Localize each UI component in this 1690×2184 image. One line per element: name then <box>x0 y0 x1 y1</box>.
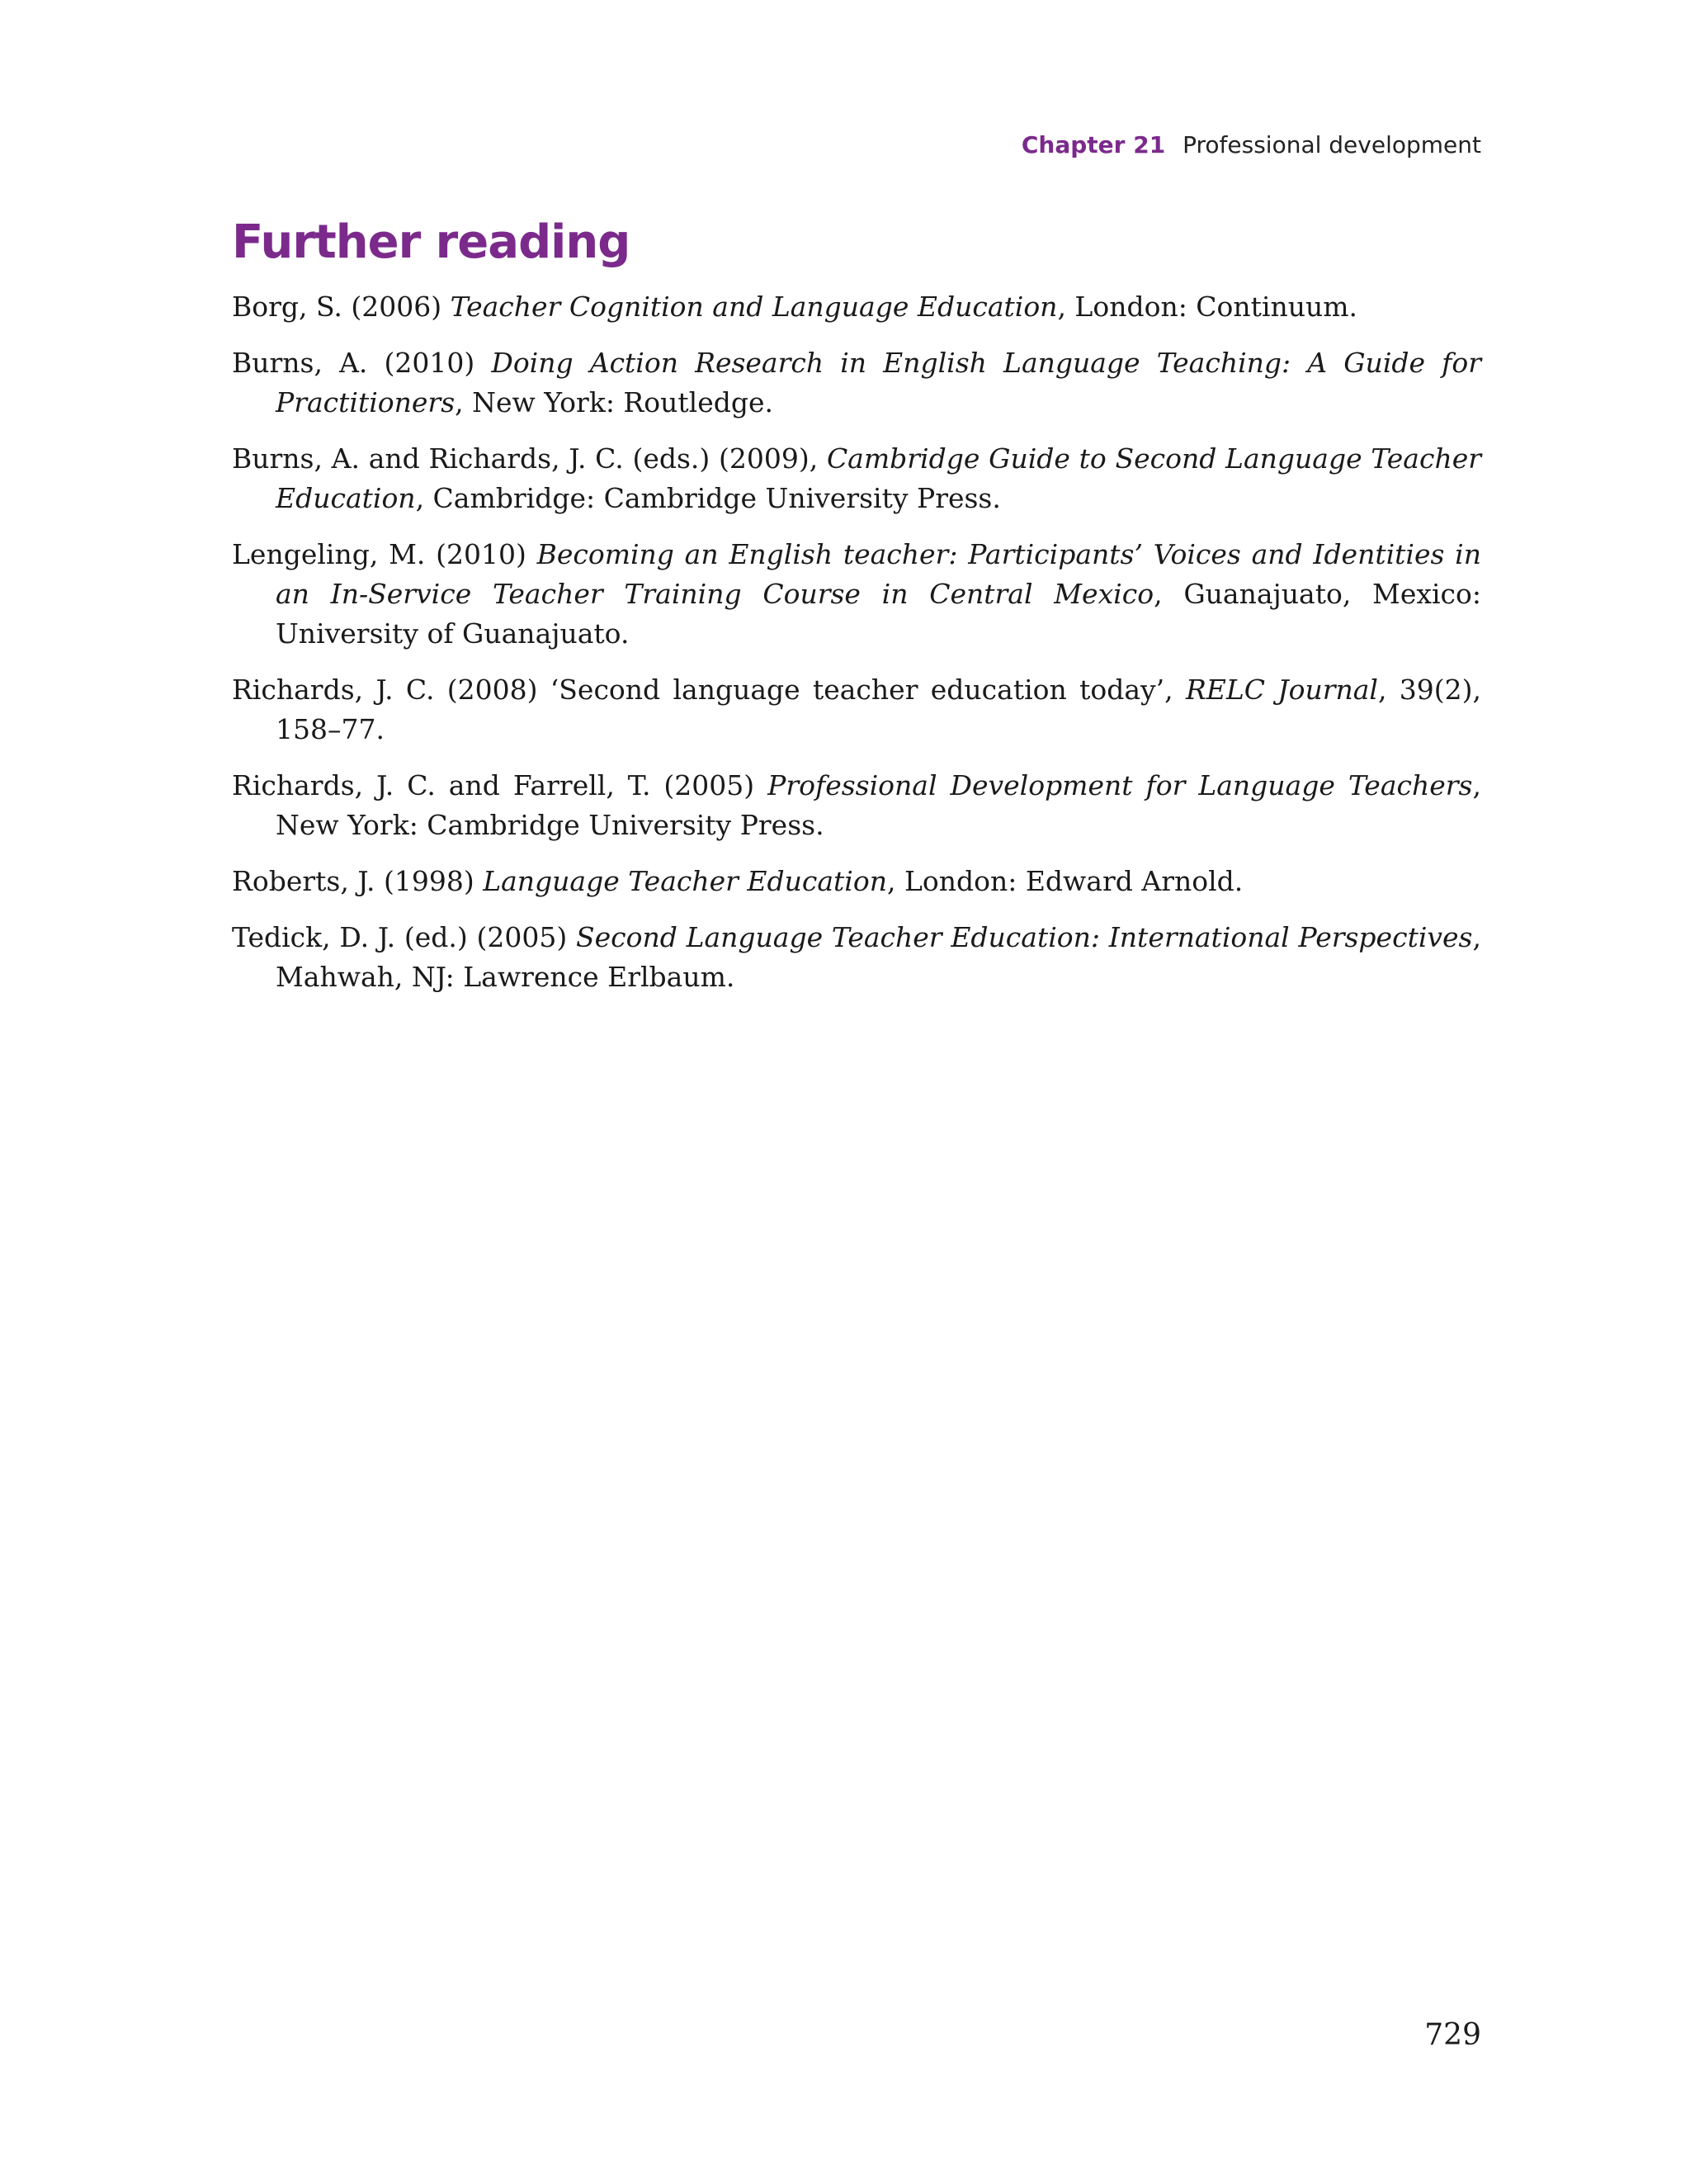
reference-item <box>232 535 1481 654</box>
reference-title: Cambridge Guide to Second Language Teacher Education <box>276 442 1482 514</box>
reference-tail: , London: Continuum. <box>1057 291 1358 323</box>
reference-title: Professional Development for Language Teachers <box>767 769 1473 801</box>
reference-lead: Lengeling, M. (2010) <box>232 538 537 570</box>
reference-item <box>232 343 1481 423</box>
reference-lead: Burns, A. and Richards, J. C. (eds.) (2009), <box>232 442 827 475</box>
reference-tail: , Mahwah, NJ: Lawrence Erlbaum. <box>276 921 1481 993</box>
reference-tail: , 39(2), 158–77. <box>276 674 1481 745</box>
reference-tail: , New York: Cambridge University Press. <box>276 769 1481 841</box>
running-head-title: Professional development <box>1183 131 1481 158</box>
reference-item <box>232 670 1481 749</box>
reference-list <box>232 287 1481 1014</box>
reference-lead: Richards, J. C. and Farrell, T. (2005) <box>232 769 768 801</box>
reference-tail: , New York: Routledge. <box>455 386 774 418</box>
reference-lead: Richards, J. C. (2008) ‘Second language teacher education today’, <box>232 674 1186 706</box>
reference-title: Language Teacher Education <box>483 865 887 897</box>
reference-lead: Burns, A. (2010) <box>232 347 492 379</box>
reference-item <box>232 918 1481 997</box>
section-heading: Further reading <box>232 215 630 269</box>
reference-title: Becoming an English teacher: Participants’ Voices and Identities in an In-Service Teacher Training Course in Central Mexico <box>276 538 1481 610</box>
page-number: 729 <box>1424 2018 1481 2052</box>
reference-item <box>232 287 1481 327</box>
reference-lead: Borg, S. (2006) <box>232 291 451 323</box>
reference-item <box>232 439 1481 518</box>
reference-lead: Roberts, J. (1998) <box>232 865 484 897</box>
reference-title: Teacher Cognition and Language Education <box>450 291 1058 323</box>
reference-tail: , Cambridge: Cambridge University Press. <box>415 482 1001 514</box>
running-head-chapter: Chapter 21 <box>1021 131 1166 158</box>
reference-title: Doing Action Research in English Language Teaching: A Guide for Practitioners <box>276 347 1481 418</box>
reference-tail: , London: Edward Arnold. <box>886 865 1244 897</box>
reference-title: RELC Journal <box>1185 674 1378 706</box>
reference-item <box>232 766 1481 845</box>
reference-title: Second Language Teacher Education: International Perspectives <box>575 921 1473 953</box>
reference-item <box>232 862 1481 901</box>
reference-lead: Tedick, D. J. (ed.) (2005) <box>232 921 576 953</box>
reference-tail: , Guanajuato, Mexico: University of Guanajuato. <box>276 578 1482 650</box>
running-head <box>1022 129 1481 162</box>
